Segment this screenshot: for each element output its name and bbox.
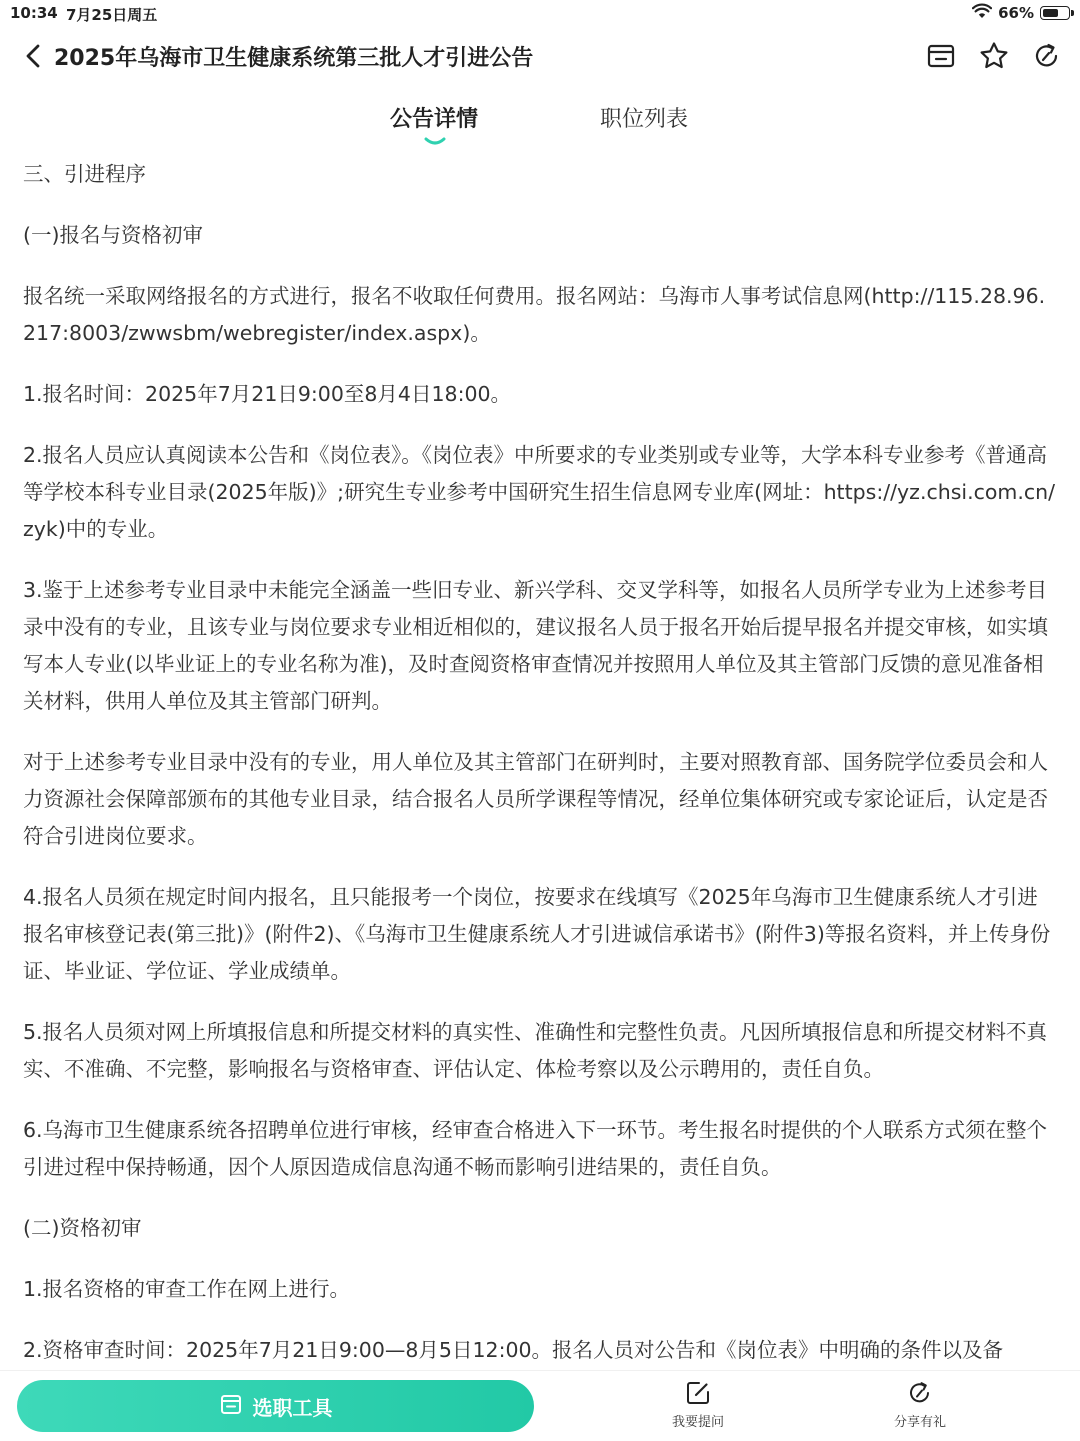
header [0,30,1080,84]
ask-question-label: 我要提问 [671,1415,724,1430]
paragraph: 6.乌海市卫生健康系统各招聘单位进行审核，经审查合格进入下一环节。考生报名时提供的个人联系方式须在整个引进过程中保持畅通，因个人原因造成信息沟通不畅而影响引进结果的，责任自负。 [23,1118,1048,1179]
paragraph: 2.报名人员应认真阅读本公告和《岗位表》。《岗位表》中所要求的专业类别或专业等，大学本科专业参考《普通高等学校本科专业目录(2025年版)》;研究生专业参考中国研究生招生信息网专业库(网址：https://yz.chsi.com.cn/zyk)中的专业。 [23,443,1056,541]
paragraph: 4.报名人员须在规定时间内报名，且只能报考一个岗位，按要求在线填写《2025年乌海市卫生健康系统人才引进报名审核登记表(第三批)》(附件2)、《乌海市卫生健康系统人才引进诚信承诺书》(附件3)等报名资料，并上传身份证、毕业证、学位证、学业成绩单。 [23,885,1051,983]
folder-icon[interactable] [925,40,957,72]
wifi-icon [972,3,992,23]
share-reward-label: 分享有礼 [893,1415,946,1430]
subsection-heading: (一)报名与资格初审 [23,223,203,247]
status-right [972,3,1070,23]
page-title: 2025年乌海市卫生健康系统第三批人才引进公告 [54,46,534,71]
edit-icon [684,1379,712,1407]
status-time: 10:34 [10,4,58,22]
tab-announcement-details[interactable]: 公告详情 [390,107,479,132]
subsection-heading: (二)资格初审 [23,1216,142,1240]
briefcase-icon [219,1392,243,1421]
paragraph: 1.报名时间：2025年7月21日9:00至8月4日18:00。 [23,382,512,406]
tab-bar [0,96,1080,146]
tab-position-list[interactable]: 职位列表 [600,107,689,132]
star-icon[interactable] [978,40,1010,72]
status-bar [0,0,1080,28]
share-reward-button[interactable] [870,1379,970,1430]
battery-percent: 66% [998,4,1034,22]
job-selection-tool-label: 选职工具 [252,1395,333,1420]
back-icon[interactable] [18,40,50,72]
bottom-action-bar [0,1370,1080,1441]
paragraph: 报名统一采取网络报名的方式进行，报名不收取任何费用。报名网站：乌海市人事考试信息网(http://115.28.96.217:8003/zwwsbm/webregister/index.aspx)。 [23,284,1046,345]
job-selection-tool-button[interactable] [17,1380,534,1432]
paragraph: 1.报名资格的审查工作在网上进行。 [23,1277,351,1301]
share-icon[interactable] [1031,40,1063,72]
share-arrow-icon [906,1379,934,1407]
section-heading: 三、引进程序 [23,162,146,186]
active-tab-indicator [424,132,446,142]
battery-icon [1040,6,1070,20]
status-date: 7月25日周五 [66,6,158,24]
paragraph: 3.鉴于上述参考专业目录中未能完全涵盖一些旧专业、新兴学科、交叉学科等，如报名人员所学专业为上述参考目录中没有的专业，且该专业与岗位要求专业相近相似的，建议报名人员于报名开始后提早报名并提交审核，如实填写本人专业(以毕业证上的专业名称为准)，及时查阅资格审查情况并按照用人单位及其主管部门反馈的意见准备相关材料，供用人单位及其主管部门研判。 [23,578,1048,713]
paragraph: 5.报名人员须对网上所填报信息和所提交材料的真实性、准确性和完整性负责。凡因所填报信息和所提交材料不真实、不准确、不完整，影响报名与资格审查、评估认定、体检考察以及公示聘用的，责任自负。 [23,1020,1048,1081]
ask-question-button[interactable] [648,1379,748,1430]
paragraph: 对于上述参考专业目录中没有的专业，用人单位及其主管部门在研判时，主要对照教育部、国务院学位委员会和人力资源社会保障部颁布的其他专业目录，结合报名人员所学课程等情况，经单位集体研究或专家论证后，认定是否符合引进岗位要求。 [23,750,1048,848]
announcement-content[interactable] [23,156,1057,1370]
paragraph: 2.资格审查时间：2025年7月21日9:00—8月5日12:00。报名人员对公告和《岗位表》中明确的条件以及备 [23,1338,1004,1362]
